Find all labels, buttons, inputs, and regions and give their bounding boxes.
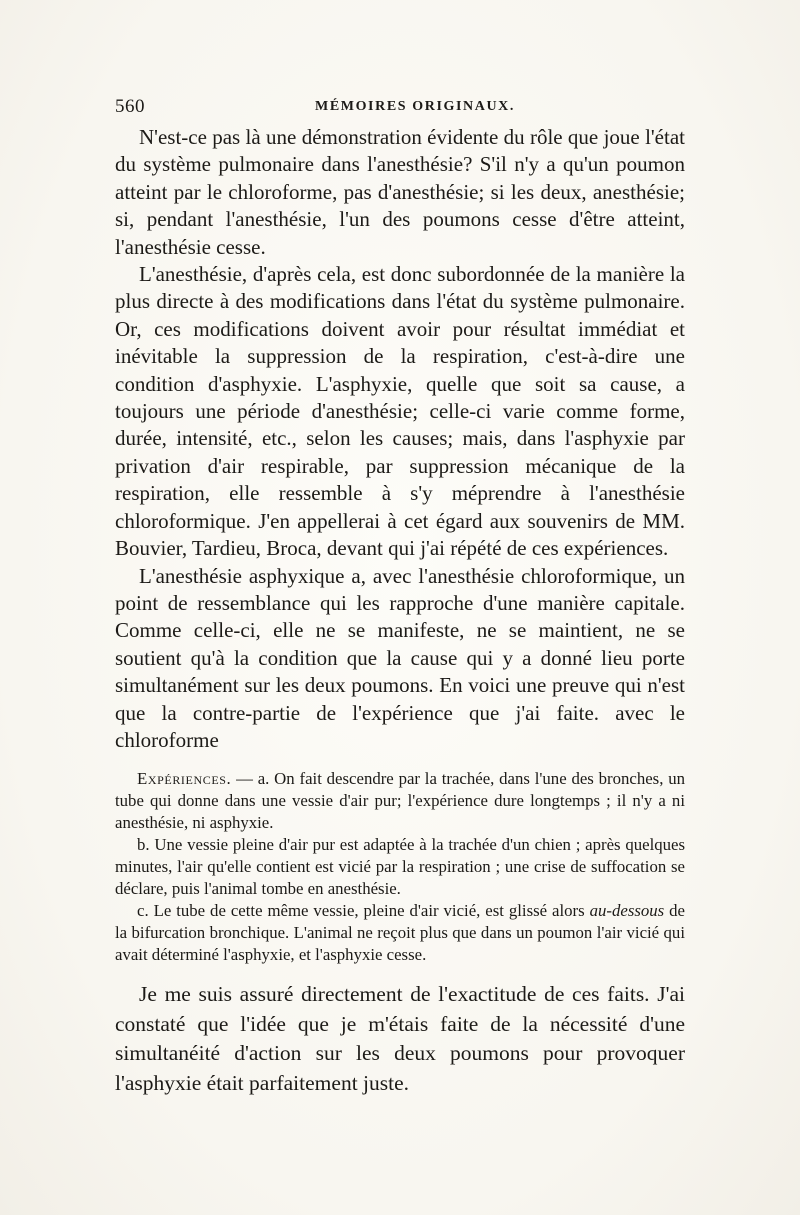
closing-section [115,980,685,1098]
experiences-section [115,768,685,966]
closing-paragraph: Je me suis assuré directement de l'exactitude de ces faits. J'ai constaté que l'idée que je m'étais faite de la nécessité d'une simultanéité d'action sur les deux poumons pour provoquer l'asphyxie était parfaitement juste. [115,982,685,1095]
page-header [115,96,685,120]
experience-c [115,900,685,966]
body-text [115,124,685,1098]
paragraph-1: N'est-ce pas là une démonstration évidente du rôle que joue l'état du système pulmonaire dans l'anesthésie? S'il n'y a qu'un poumon atteint par le chloroforme, pas d'anesthésie; si les deux, anesthésie; si, pendant l'anesthésie, l'un des poumons cesse d'être atteint, l'anesthésie cesse. [115,125,685,259]
experience-a-text: — a. On fait descendre par la trachée, dans l'une des bronches, un tube qui donne dans une vessie d'air pur; l'expérience dure longtemps ; il n'y a ni anesthésie, ni asphyxie. [115,769,685,833]
paragraph-2: L'anesthésie, d'après cela, est donc subordonnée de la manière la plus directe à des modifications dans l'état du système pulmonaire. Or, ces modifications doivent avoir pour résultat immédiat et inévitable la suppression de la respiration, c'est-à-dire une condition d'asphyxie. L'asphyxie, quelle que soit sa cause, a toujours une période d'anesthésie; celle-ci varie comme forme, durée, intensité, etc., selon les causes; mais, dans l'asphyxie par privation d'air respirable, par suppression mécanique de la respiration, elle ressemble à s'y méprendre à l'anesthésie chloroformique. J'en appellerai à cet égard aux souvenirs de MM. Bouvier, Tardieu, Broca, devant qui j'ai répété de ces expériences. [115,262,685,561]
paragraph-3: L'anesthésie asphyxique a, avec l'anesthésie chloroformique, un point de ressemblance qui les rapproche d'une manière capitale. Comme celle-ci, elle ne se manifeste, ne se maintient, ne se soutient qu'à la condition que la cause qui y a donné lieu porte simultanément sur les deux poumons. En voici une preuve qui n'est que la contre-partie de l'expérience que j'ai faite. avec le chloroforme [115,563,685,752]
experiences-label: Expériences. [137,769,232,789]
main-text [115,124,685,754]
experience-b: b. Une vessie pleine d'air pur est adaptée à la trachée d'un chien ; après quelques minutes, l'air qu'elle contient est vicié par la respiration ; une crise de suffocation se déclare, puis l'animal tombe en anesthésie. [115,835,685,899]
experience-c-italic: au-dessous [589,901,665,921]
page-number: 560 [115,96,145,117]
running-head: MÉMOIRES ORIGINAUX. [315,99,515,114]
experience-a [115,768,685,834]
experience-c-text-2: de la bifurcation bronchique. L'animal ne reçoit plus que dans un poumon l'air vicié qui avait déterminé l'asphyxie, et l'asphyxie cesse. [115,901,685,965]
experience-c-text-1: c. Le tube de cette même vessie, pleine d'air vicié, est glissé alors [137,901,590,921]
